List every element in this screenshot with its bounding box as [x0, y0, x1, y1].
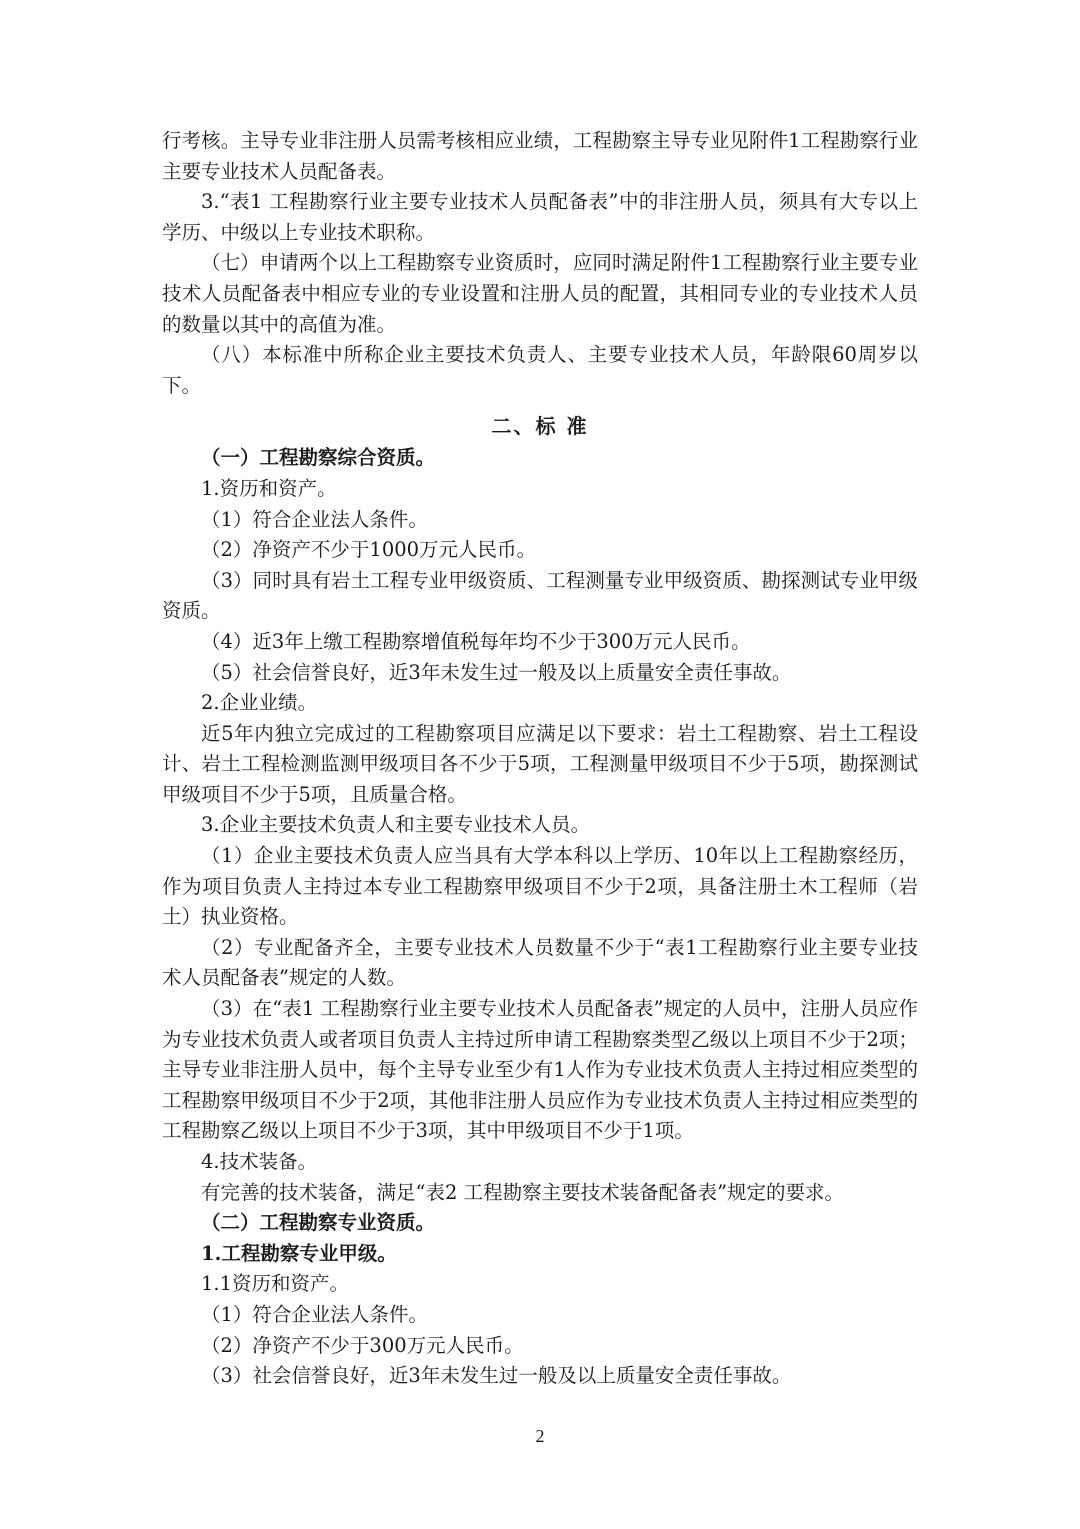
list-item: 4.技术装备。: [201, 1150, 318, 1173]
section-heading: 二、标 准: [491, 414, 589, 439]
list-item: （1）符合企业法人条件。: [201, 507, 428, 531]
subsection-heading-grade-a: 1.工程勘察专业甲级。: [201, 1241, 397, 1265]
list-item: （5）社会信誉良好，近3年未发生过一般及以上质量安全责任事故。: [201, 660, 792, 684]
list-item: 1.资历和资产。: [201, 476, 337, 500]
list-item: 2.企业业绩。: [201, 691, 318, 715]
paragraph-item-3: 3.“表1 工程勘察行业主要专业技术人员配备表”中的非注册人员，须具有大专以上学历、中级以上专业技术职称。: [162, 190, 918, 244]
list-item: （1）符合企业法人条件。: [201, 1302, 428, 1326]
list-item: （1）企业主要技术负责人应当具有大学本科以上学历、10年以上工程勘察经历，作为项目负责人主持过本专业工程勘察甲级项目不少于2项，具备注册土木工程师（岩土）执业资格。: [162, 844, 918, 929]
list-item: （3）社会信誉良好，近3年未发生过一般及以上质量安全责任事故。: [201, 1364, 792, 1388]
page-number: 2: [535, 1426, 545, 1446]
list-item: 近5年内独立完成过的工程勘察项目应满足以下要求：岩土工程勘察、岩土工程设计、岩土工程检测监测甲级项目各不少于5项，工程测量甲级项目不少于5项，勘探测试甲级项目不少于5项，且质量合格。: [162, 721, 918, 806]
document-page: [162, 126, 918, 1392]
paragraph-continuation: 行考核。主导专业非注册人员需考核相应业绩，工程勘察主导专业见附件1工程勘察行业主要专业技术人员配备表。: [162, 129, 918, 183]
list-item: （2）净资产不少于300万元人民币。: [201, 1333, 524, 1357]
paragraph-item-8: （八）本标准中所称企业主要技术负责人、主要专业技术人员，年龄限60周岁以下。: [162, 343, 918, 397]
list-item: 1.1资历和资产。: [201, 1272, 350, 1296]
list-item: （3）同时具有岩土工程专业甲级资质、工程测量专业甲级资质、勘探测试专业甲级资质。: [162, 568, 918, 623]
list-item: （2）专业配备齐全，主要专业技术人员数量不少于“表1工程勘察行业主要专业技术人员配备表”规定的人数。: [162, 935, 918, 990]
list-item: （4）近3年上缴工程勘察增值税每年均不少于300万元人民币。: [201, 629, 751, 653]
subsection-heading-comprehensive: （一）工程勘察综合资质。: [201, 446, 436, 470]
list-item: （3）在“表1 工程勘察行业主要专业技术人员配备表”规定的人员中，注册人员应作为专业技术负责人或者项目负责人主持过所申请工程勘察类型乙级以上项目不少于2项；主导专业非注册人员中，每个主导专业至少有1人作为专业技术负责人主持过相应类型的工程勘察甲级项目不少于2项，其他非注册人员应作为专业技术负责人主持过相应类型的工程勘察乙级以上项目不少于3项，其中甲级项目不少于1项。: [162, 997, 918, 1143]
list-item: 有完善的技术装备，满足“表2 工程勘察主要技术装备配备表”规定的要求。: [201, 1180, 845, 1204]
subsection-heading-specialty: （二）工程勘察专业资质。: [201, 1211, 436, 1235]
paragraph-item-7: （七）申请两个以上工程勘察专业资质时，应同时满足附件1工程勘察行业主要专业技术人员配备表中相应专业的专业设置和注册人员的配置，其相同专业的专业技术人员的数量以其中的高值为准。: [162, 251, 918, 336]
list-item: （2）净资产不少于1000万元人民币。: [201, 538, 537, 562]
list-item: 3.企业主要技术负责人和主要专业技术人员。: [201, 813, 591, 837]
